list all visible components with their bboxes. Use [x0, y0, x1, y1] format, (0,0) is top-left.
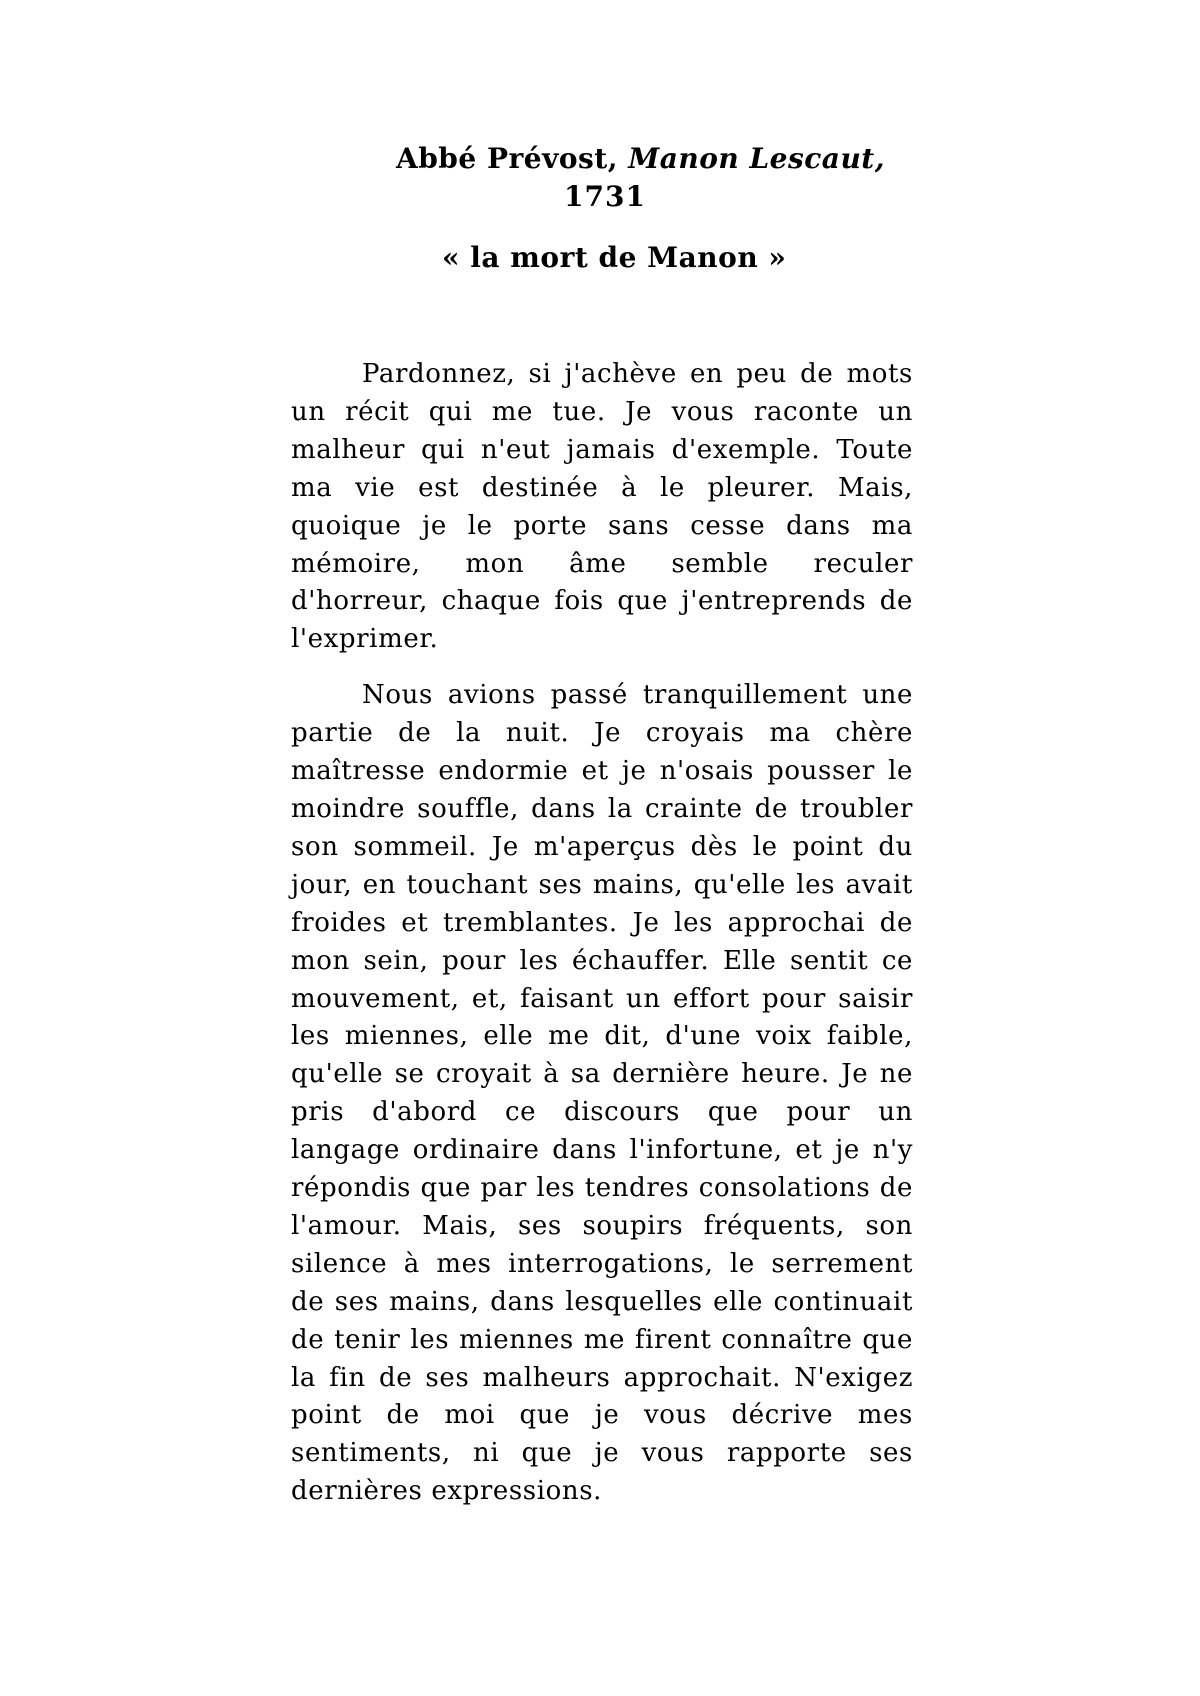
title-line: [396, 140, 916, 178]
title-block: [396, 140, 916, 178]
excerpt-subtitle: « la mort de Manon »: [442, 241, 787, 274]
publication-year: 1731: [564, 180, 646, 213]
paragraph: Nous avions passé tranquillement une partie de la nuit. Je croyais ma chère maîtresse endormie et je n'osais pousser le moindre souffle, dans la crainte de troubler son sommeil. Je m'aperçus dès le point du jour, en touchant ses mains, qu'elle les avait froides et tremblantes. Je les approchai de mon sein, pour les échauffer. Elle sentit ce mouvement, et, faisant un effort pour saisir les miennes, elle me dit, d'une voix faible, qu'elle se croyait à sa dernière heure. Je ne pris d'abord ce discours que pour un langage ordinaire dans l'infortune, et je n'y répondis que par les tendres consolations de l'amour. Mais, ses soupirs fréquents, son silence à mes interrogations, le serrement de ses mains, dans lesquelles elle continuait de tenir les miennes me firent connaître que la fin de ses malheurs approchait. N'exigez point de moi que je vous décrive mes sentiments, ni que je vous rapporte ses dernières expressions.: [291, 680, 913, 1507]
paragraph: Pardonnez, si j'achève en peu de mots un récit qui me tue. Je vous raconte un malheur qui n'eut jamais d'exemple. Toute ma vie est destinée à le pleurer. Mais, quoique je le porte sans cesse dans ma mémoire, mon âme semble reculer d'horreur, chaque fois que j'entreprends de l'exprimer.: [291, 359, 913, 655]
author-name: Abbé Prévost,: [396, 142, 618, 175]
work-title: Manon Lescaut,: [628, 142, 885, 175]
body-text: [291, 356, 913, 1529]
